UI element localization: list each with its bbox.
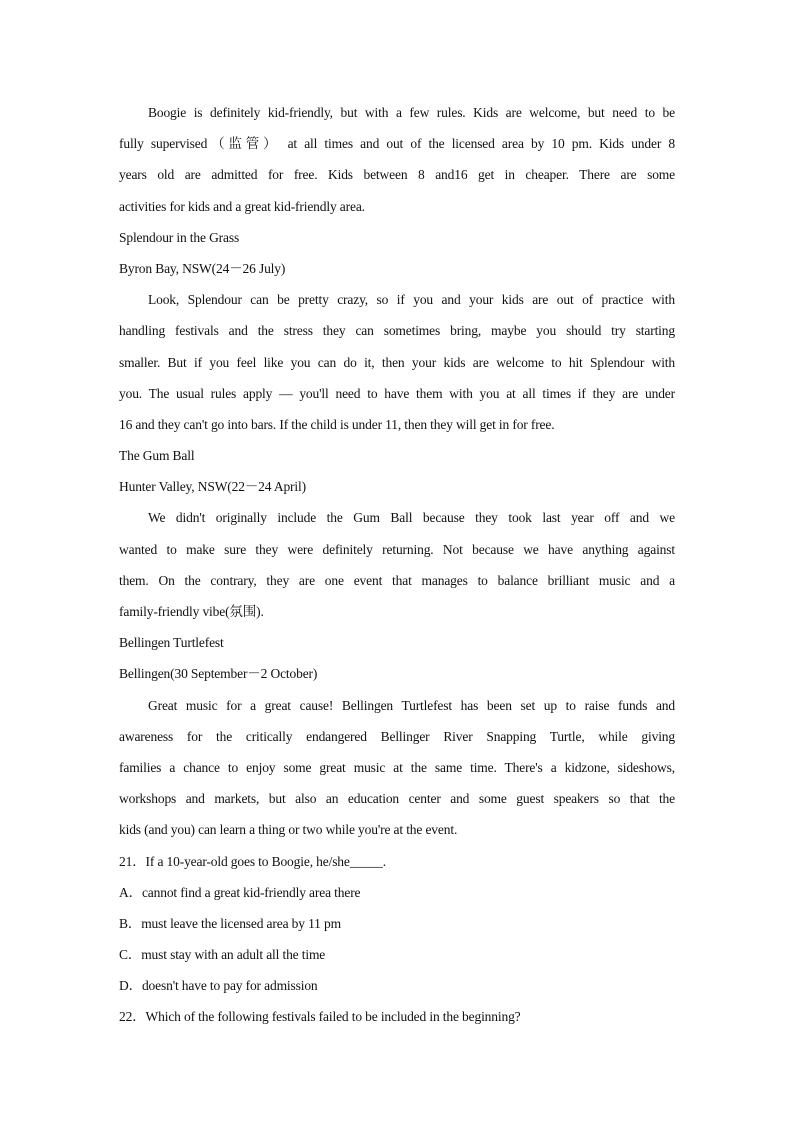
paragraph-line: awareness for the critically endangered Bellinger River Snapping Turtle, while giving <box>119 728 675 744</box>
question-stem: 22．Which of the following festivals failed to be included in the beginning? <box>119 1009 521 1025</box>
gumball-paragraph <box>119 502 675 627</box>
answer-option-a[interactable]: A．cannot find a great kid-friendly area there <box>119 884 361 900</box>
question-stem: 21．If a 10-year-old goes to Boogie, he/she_____. <box>119 853 386 869</box>
boogie-paragraph <box>119 97 675 222</box>
turtlefest-location: Bellingen(30 September－2 October) <box>119 666 318 682</box>
paragraph-line: families a chance to enjoy some great music at the same time. There's a kidzone, sideshows, <box>119 759 675 775</box>
paragraph-line: wanted to make sure they were definitely returning. Not because we have anything against <box>119 541 675 557</box>
question-22 <box>119 1001 675 1032</box>
splendour-paragraph <box>119 284 675 440</box>
paragraph-line: 16 and they can't go into bars. If the child is under 11, then they will get in for free. <box>119 416 555 432</box>
paragraph-line: kids (and you) can learn a thing or two while you're at the event. <box>119 822 458 838</box>
answer-option-b[interactable]: B．must leave the licensed area by 11 pm <box>119 915 341 931</box>
answer-option-d[interactable]: D．doesn't have to pay for admission <box>119 978 318 994</box>
paragraph-line: handling festivals and the stress they can sometimes bring, maybe you should try starting <box>119 323 675 339</box>
gumball-location: Hunter Valley, NSW(22－24 April) <box>119 479 306 495</box>
paragraph-line: Boogie is definitely kid-friendly, but with a few rules. Kids are welcome, but need to be <box>148 105 675 120</box>
paragraph-line: years old are admitted for free. Kids between 8 and16 get in cheaper. There are some <box>119 167 675 183</box>
paragraph-line: family-friendly vibe(氛围). <box>119 604 264 619</box>
paragraph-line: We didn't originally include the Gum Ball because they took last year off and we <box>148 510 675 526</box>
passage-content <box>119 97 675 1033</box>
paragraph-line: fully supervised（监管） at all times and out of the licensed area by 10 pm. Kids under 8 <box>119 136 675 152</box>
paragraph-line: them. On the contrary, they are one event that manages to balance brilliant music and a <box>119 572 675 588</box>
splendour-title: Splendour in the Grass <box>119 229 240 245</box>
paragraph-line: activities for kids and a great kid-friendly area. <box>119 198 365 214</box>
paragraph-line: smaller. But if you feel like you can do it, then your kids are welcome to hit Splendour with <box>119 354 675 370</box>
paragraph-line: you. The usual rules apply — you'll need to have them with you at all times if they are under <box>119 385 675 401</box>
paragraph-line: Look, Splendour can be pretty crazy, so if you and your kids are out of practice with <box>148 292 675 308</box>
gumball-title: The Gum Ball <box>119 448 195 464</box>
question-21 <box>119 846 675 1002</box>
turtlefest-title: Bellingen Turtlefest <box>119 635 224 651</box>
answer-option-c[interactable]: C．must stay with an adult all the time <box>119 947 326 963</box>
splendour-location: Byron Bay, NSW(24－26 July) <box>119 260 286 276</box>
paragraph-line: Great music for a great cause! Bellingen Turtlefest has been set up to raise funds and <box>148 697 675 713</box>
turtlefest-paragraph <box>119 690 675 846</box>
paragraph-line: workshops and markets, but also an education center and some guest speakers so that the <box>119 791 675 807</box>
